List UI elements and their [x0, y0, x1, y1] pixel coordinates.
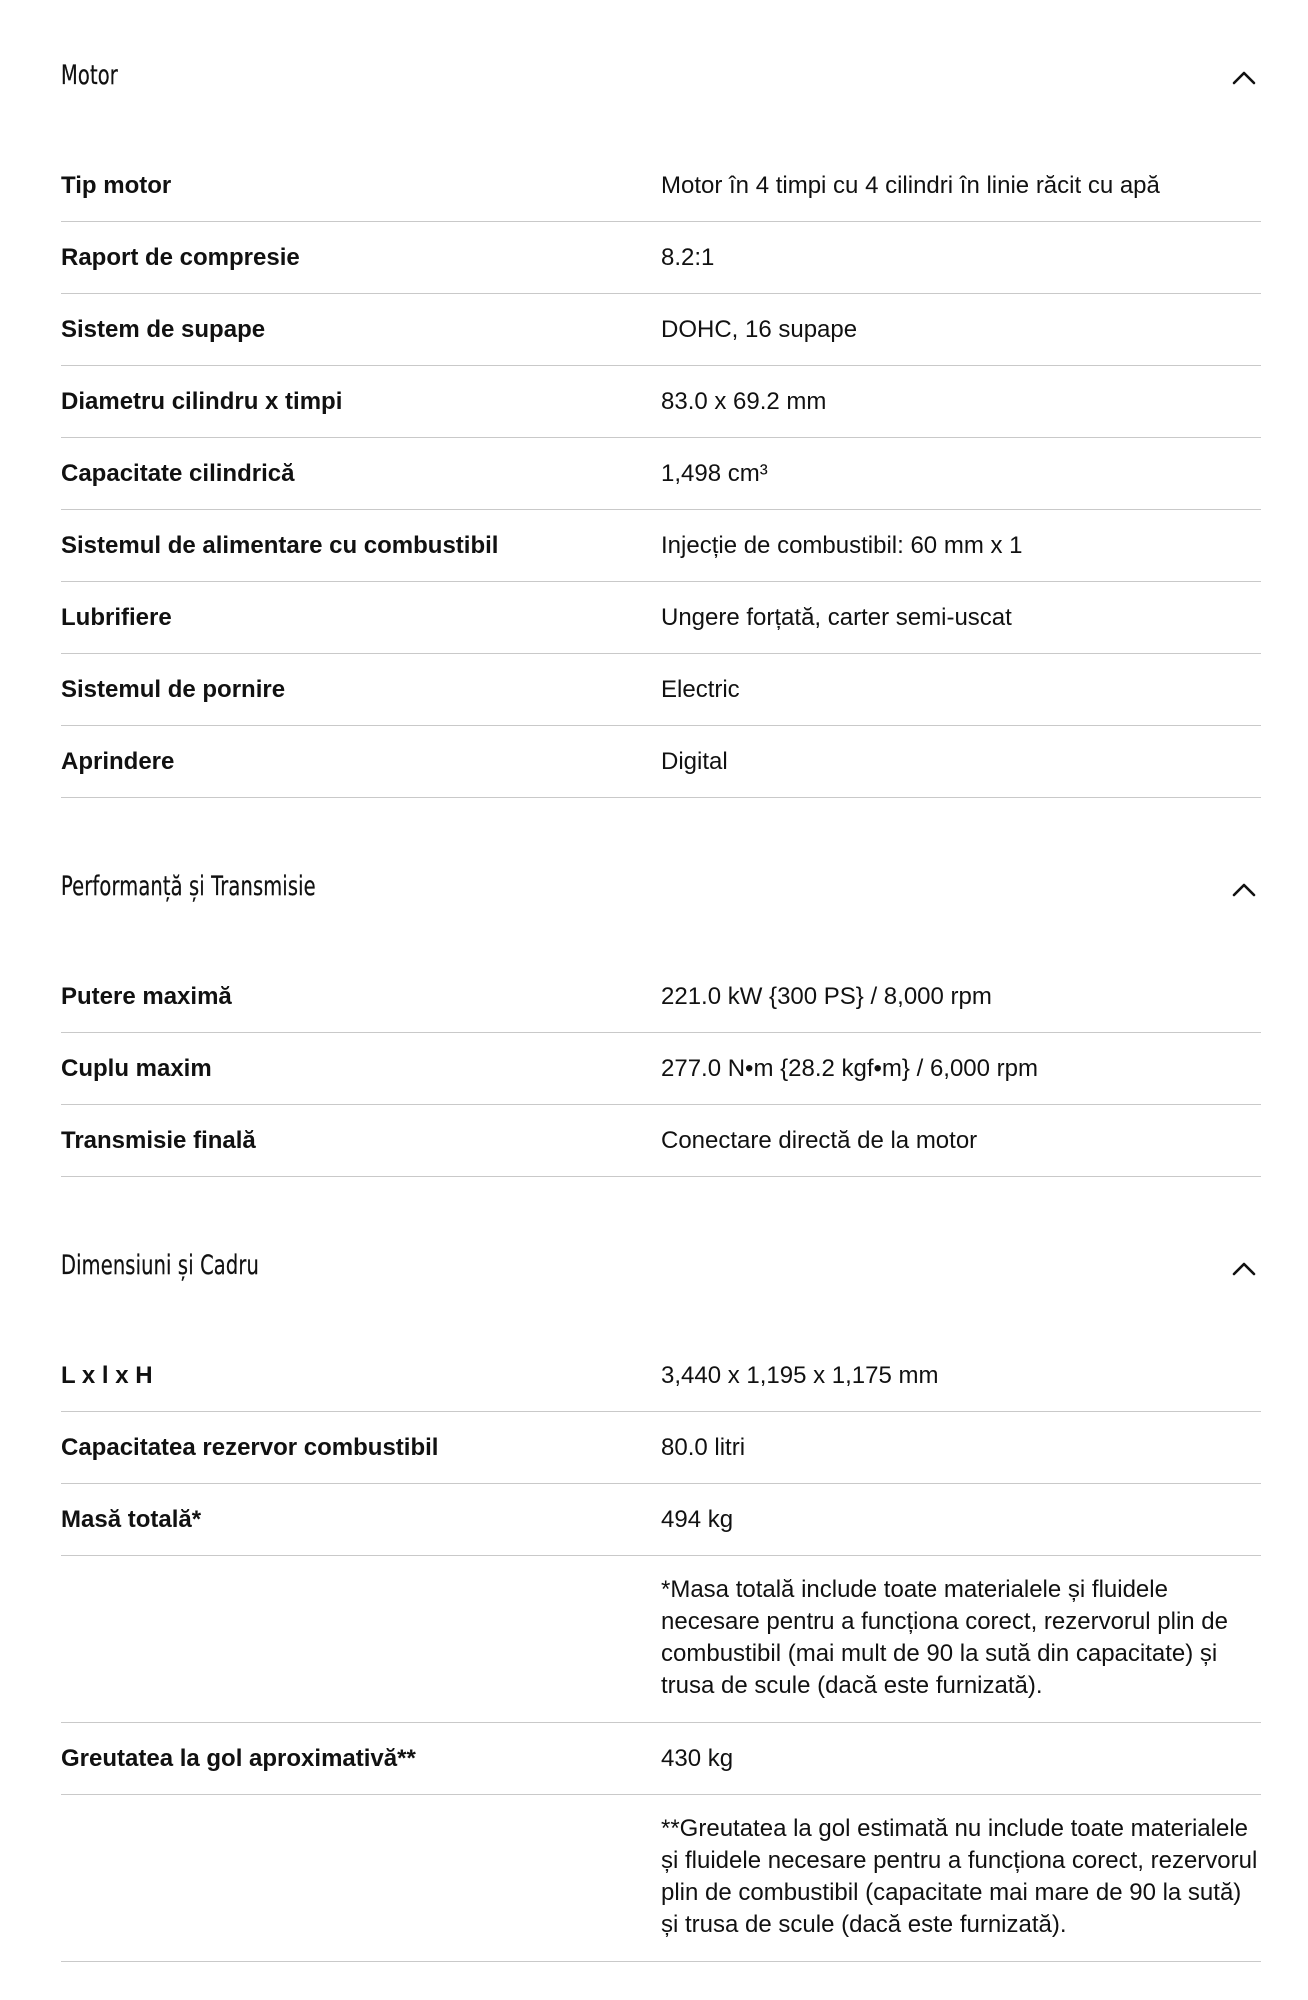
spec-label: Diametru cilindru x timpi: [61, 388, 343, 415]
section-title: Motor: [61, 60, 118, 91]
chevron-up-icon[interactable]: [1232, 66, 1256, 90]
spec-row: [61, 438, 1261, 510]
spec-label: [61, 1556, 661, 1722]
spec-value: Electric: [661, 676, 740, 703]
spec-value: 3,440 x 1,195 x 1,175 mm: [661, 1362, 939, 1389]
spec-row: [61, 510, 1261, 582]
spec-row: [61, 582, 1261, 654]
spec-label: Greutatea la gol aproximativă**: [61, 1745, 416, 1772]
spec-label: Capacitatea rezervor combustibil: [61, 1434, 439, 1461]
spec-label: Raport de compresie: [61, 244, 300, 271]
spec-label: [61, 1795, 661, 1961]
spec-label: Aprindere: [61, 748, 175, 775]
spec-row: [61, 1105, 1261, 1177]
spec-row-footnote: [61, 1795, 1261, 1962]
spec-row: [61, 1484, 1261, 1556]
section-header-motor[interactable]: [61, 0, 1261, 150]
spec-value: Injecție de combustibil: 60 mm x 1: [661, 532, 1023, 559]
spec-value: 80.0 litri: [661, 1434, 746, 1461]
spec-row: [61, 726, 1261, 798]
section-motor: [61, 0, 1261, 798]
spec-table: [61, 1340, 1261, 1962]
spec-label: Tip motor: [61, 172, 172, 199]
spec-row: [61, 1340, 1261, 1412]
spec-row: [61, 961, 1261, 1033]
spec-table: [61, 961, 1261, 1177]
spec-value: 1,498 cm³: [661, 460, 768, 487]
spec-value: 8.2:1: [661, 244, 715, 271]
spec-label: Transmisie finală: [61, 1127, 256, 1154]
spec-label: Cuplu maxim: [61, 1055, 212, 1082]
spec-row: [61, 150, 1261, 222]
spec-row: [61, 366, 1261, 438]
spec-value: DOHC, 16 supape: [661, 316, 858, 343]
spec-row: [61, 1723, 1261, 1795]
spec-value: Conectare directă de la motor: [661, 1127, 978, 1154]
spec-row: [61, 294, 1261, 366]
footnote-text: **Greutatea la gol estimată nu include toate materialele și fluidele necesare pentru a funcționa corect, rezervorul plin de combustibil (capacitate mai mare de 90 la sută) și trusa de scule (dacă este furnizată).: [661, 1815, 1258, 1938]
section-title: Dimensiuni și Cadru: [61, 1250, 259, 1281]
spec-value: 430 kg: [661, 1745, 734, 1772]
section-performance-transmission: [61, 798, 1261, 1177]
spec-label: Lubrifiere: [61, 604, 172, 631]
section-header-dimensions[interactable]: [61, 1177, 1261, 1340]
spec-value: Digital: [661, 748, 728, 775]
spec-value: 494 kg: [661, 1506, 734, 1533]
spec-row: [61, 1033, 1261, 1105]
chevron-up-icon[interactable]: [1232, 878, 1256, 902]
spec-label: Sistemul de alimentare cu combustibil: [61, 532, 499, 559]
section-header-performance[interactable]: [61, 798, 1261, 961]
spec-label: Sistem de supape: [61, 316, 266, 343]
spec-label: Sistemul de pornire: [61, 676, 286, 703]
spec-label: Putere maximă: [61, 983, 232, 1010]
spec-value: Motor în 4 timpi cu 4 cilindri în linie răcit cu apă: [661, 172, 1160, 199]
spec-row: [61, 1412, 1261, 1484]
section-dimensions-frame: [61, 1177, 1261, 1962]
spec-value: Ungere forțată, carter semi-uscat: [661, 604, 1012, 631]
footnote-text: *Masa totală include toate materialele și fluidele necesare pentru a funcționa corect, rezervorul plin de combustibil (mai mult de 90 la sută din capacitate) și trusa de scule (dacă este furnizată).: [661, 1576, 1228, 1699]
spec-label: Capacitate cilindrică: [61, 460, 295, 487]
spec-value: 83.0 x 69.2 mm: [661, 388, 827, 415]
spec-label: Masă totală*: [61, 1506, 202, 1533]
spec-row-footnote: [61, 1556, 1261, 1723]
spec-value: 221.0 kW {300 PS} / 8,000 rpm: [661, 983, 992, 1010]
spec-table: [61, 150, 1261, 798]
spec-row: [61, 222, 1261, 294]
chevron-up-icon[interactable]: [1232, 1257, 1256, 1281]
spec-row: [61, 654, 1261, 726]
specifications-page: [61, 0, 1261, 1962]
section-title: Performanță și Transmisie: [61, 871, 316, 902]
spec-label: L x l x H: [61, 1362, 153, 1389]
spec-value: 277.0 N•m {28.2 kgf•m} / 6,000 rpm: [661, 1055, 1039, 1082]
